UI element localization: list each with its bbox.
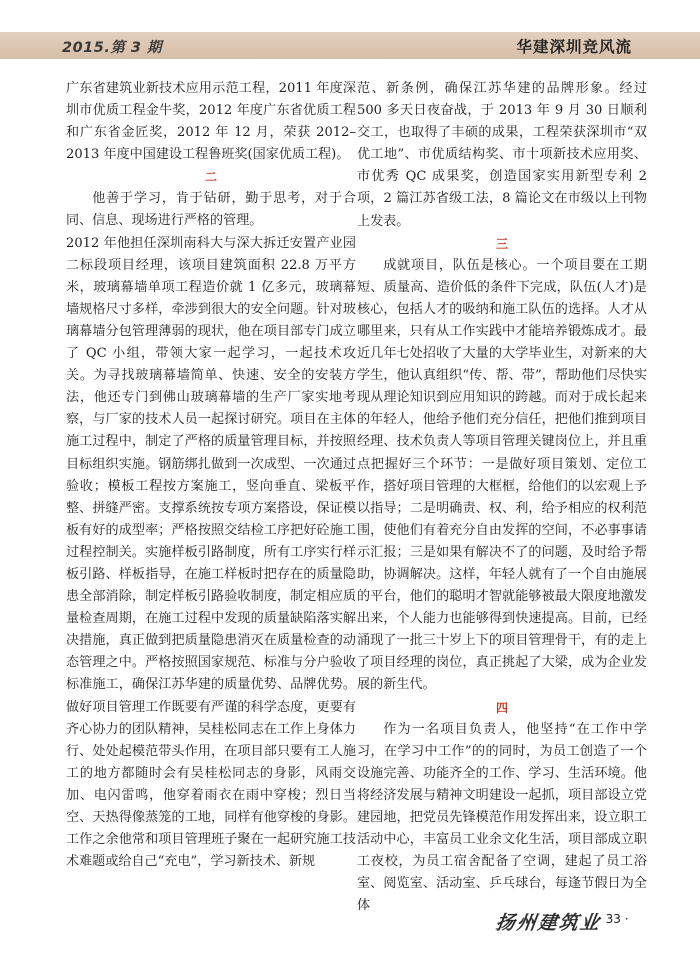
paragraph: 作为一名项目负责人，他坚持“在工作中学习，在学习中工作”的的同时，为员工创造了一个设施完善、功能齐全的工作、学习、生活环境。他将经济发展与精神文明建设一起抓，项目部设立党建园地，把党员先锋模范作用发挥出来，设立职工活动中心，丰富员工业余文化生活，项目部成立职工夜校，为员工宿舍配备了空调，建起了员工浴室、阅览室、活动室、乒乓球台，每逢节假日为全体 — [357, 721, 647, 914]
left-column — [66, 78, 356, 873]
page-number: · 33 · — [598, 912, 629, 926]
magazine-logo: 扬州建筑业 — [494, 912, 603, 934]
paragraph: 2012 年他担任深圳南科大与深大拆迁安置产业园二标段项目经理，该项目建筑面积 22.8 万平方米，玻璃幕墙单项工程造价就 1 亿多元，玻璃幕墙规格尺寸多样，牵涉到很大的安全问题。针对玻璃幕墙分包管理薄弱的现状，他在项目部专门成立了 QC 小组，带领大家一起学习，一起技术攻关。为寻找玻璃幕墙简单、快速、安全的安装方法，他还专门到佛山玻璃幕墙的生产厂家实地考察，与厂家的技术人员一起探讨研究。项目在主体施工过程中，制定了严格的质量管理目标，并按照目标组织实施。钢筋绑扎做到一次成型、一次通过验收；模板工程按方案施工，竖向垂直、梁板平整、拼缝严密。支撑系统按专项方案搭设，保证模板有好的成型率；严格按照交结检工序把好砼施工过程控制关。实施样板引路制度，所有工序实行样板引路、样板指导，在施工样板时把存在的质量隐患全部消除，制定样板引路验收制度，制定相应质量检查周期，在施工过程中发现的质量缺陷落实解决措施，真正做到把质量隐患消灭在质量检查的动态管理之中。严格按照国家规范、标准与分户验收标准施工，确保江苏华建的质量优势、品牌优势。做好项目管理工作既要有严谨的科学态度，更要有齐心协力的团队精神，吴桂松同志在工作上身体力行、处处起模范带头作用，在项目部只要有工人施工的地方都随时会有吴桂松同志的身影，风雨交加、电闪雷鸣，他穿着雨衣在雨中穿梭；烈日当空、天热得像蒸笼的工地，同样有他穿梭的身影。工作之余他常和项目管理班子聚在一起研究施工技术难题或给自己“充电”，学习新技术、新规 — [66, 235, 356, 870]
paragraph: 广东省建筑业新技术应用示范工程，2011 年度深圳市优质工程金牛奖，2012 年度广东省优质工程和广东省金匠奖，2012 年 12 月，荣获 2012–2013 年度中国建设工程鲁班奖(国家优质工程)。 — [66, 81, 356, 163]
column-title: 华建深圳竞风流 — [516, 38, 632, 56]
section-heading: 二 — [204, 170, 217, 185]
paragraph: 范、新条例，确保江苏华建的品牌形象。经过 500 多天日夜奋战，于 2013 年 9 月 30 日顺利交工，也取得了丰硕的成果，工程荣获深圳市“双优工地”、市优质结构奖、市十项新技术应用奖、市优秀 QC 成果奖，创造国家实用新型专利 2 项，2 篇江苏省级工法，8 篇论文在市级以上刊物上发表。 — [357, 81, 647, 229]
paragraph: 他善于学习，肯于钻研，勤于思考，对于合同、信息、现场进行严格的管理。 — [66, 191, 356, 229]
right-column — [357, 78, 647, 917]
paragraph: 成就项目，队伍是核心。一个项目要在工期短、质量高、造价低的条件下完成，队伍(人才)是核心，包括人才的吸纳和施工队伍的选择。人才从哪里来，只有从工作实践中才能培养锻炼成才。最近几年七处招收了大量的大学毕业生，对新来的大学生，他认真组织“传、帮、带”，帮助他们尽快实现从理论知识到应用知识的跨越。而对于成长起来的年轻人，他给予他们充分信任，把他们推到项目经理、技术负责人等项目管理关键岗位上，并且重点把握好三个环节：一是做好项目策划、定位工作，搭好项目管理的大框框，给他们的以宏观上予以指导；二是明确责、权、利，给予相应的权利范围，使他们有着充分自由发挥的空间，不必事事请示汇报；三是如果有解决不了的问题，及时给予帮助，协调解决。这样，年轻人就有了一个自由施展的平台，他们的聪明才智就能够被最大限度地激发出来，个人能力也能够得到快速提高。目前，已经涌现了一批三十岁上下的项目管理骨干，有的走上了项目经理的岗位，真正挑起了大梁，成为企业发展的新生代。 — [357, 257, 647, 693]
page-header — [0, 32, 700, 59]
section-heading: 三 — [495, 236, 508, 251]
section-heading: 四 — [495, 700, 508, 715]
issue-label: 2015.第 3 期 — [62, 40, 163, 56]
